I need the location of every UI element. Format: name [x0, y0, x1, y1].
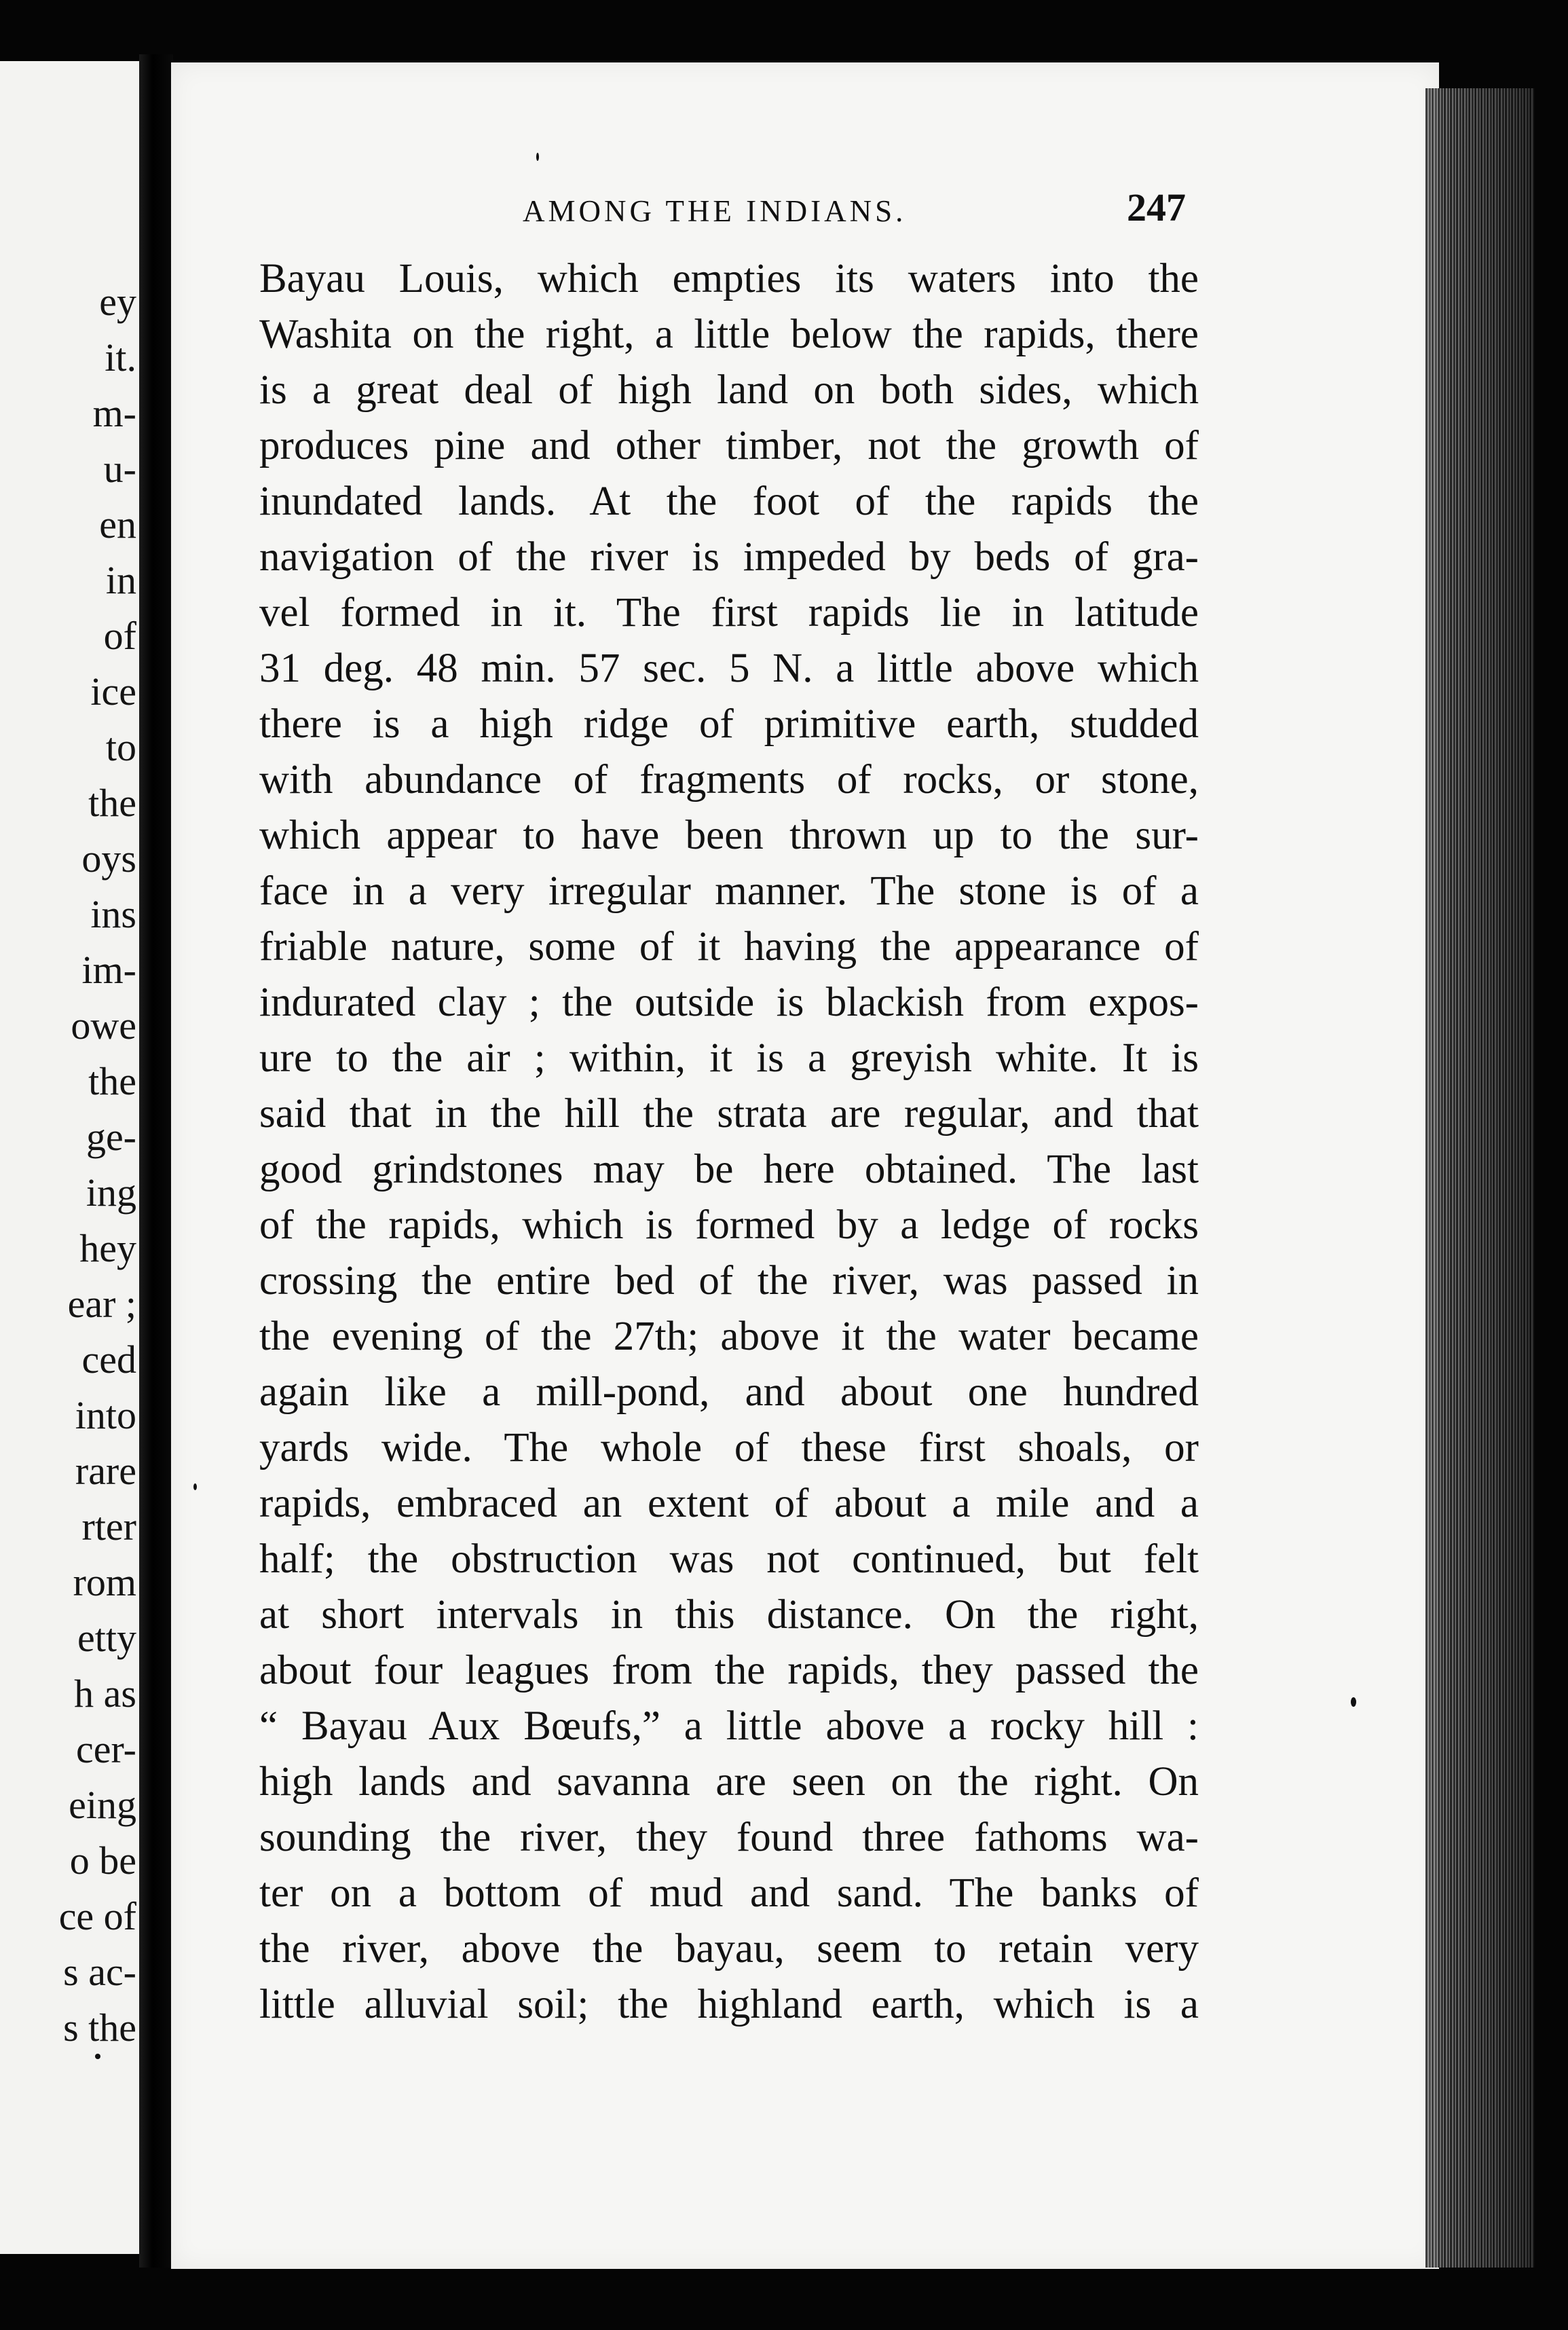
- left-line: owe: [71, 1003, 136, 1048]
- running-head: AMONG THE INDIANS.: [523, 194, 907, 228]
- left-line: of: [103, 614, 136, 658]
- text-line: ure to the air ; within, it is a greyish white. It is: [259, 1035, 1199, 1081]
- body-text: [259, 251, 1199, 2033]
- left-line: cer-: [76, 1727, 136, 1771]
- text-line: half; the obstruction was not continued, but felt: [259, 1536, 1199, 1582]
- scan-speck: [1351, 1697, 1356, 1707]
- text-line: Washita on the right, a little below the rapids, there: [259, 312, 1199, 357]
- left-line: ing: [86, 1170, 136, 1215]
- left-line: ins: [90, 892, 136, 936]
- text-line: rapids, embraced an extent of about a mile and a: [259, 1481, 1199, 1526]
- text-line: said that in the hill the strata are regular, and that: [259, 1091, 1199, 1136]
- left-line: o be: [69, 1838, 136, 1883]
- left-line: into: [75, 1393, 136, 1437]
- text-line: crossing the entire bed of the river, was passed in: [259, 1258, 1199, 1303]
- left-line: etty: [77, 1616, 136, 1660]
- left-line: eing: [69, 1783, 136, 1827]
- text-line: high lands and savanna are seen on the right. On: [259, 1759, 1199, 1805]
- page-number: 247: [1127, 185, 1186, 229]
- text-line: of the rapids, which is formed by a ledge of rocks: [259, 1202, 1199, 1248]
- left-line: ced: [81, 1337, 136, 1382]
- left-line: m-: [92, 391, 136, 435]
- text-line: inundated lands. At the foot of the rapids the: [259, 479, 1199, 524]
- scan-speck: [536, 153, 539, 161]
- left-line: h as: [74, 1671, 136, 1716]
- left-line: u-: [103, 447, 136, 491]
- text-line: with abundance of fragments of rocks, or stone,: [259, 757, 1199, 802]
- text-line: which appear to have been thrown up to the sur-: [259, 813, 1199, 858]
- text-line: at short intervals in this distance. On the right,: [259, 1592, 1199, 1638]
- text-line: the river, above the bayau, seem to retain very: [259, 1926, 1199, 1972]
- left-line: ey: [99, 280, 136, 324]
- text-line: good grindstones may be here obtained. The last: [259, 1147, 1199, 1192]
- text-line: Bayau Louis, which empties its waters into the: [259, 256, 1199, 301]
- text-line: ter on a bottom of mud and sand. The banks of: [259, 1870, 1199, 1916]
- scan-speck: [95, 2054, 100, 2059]
- text-line: vel formed in it. The first rapids lie in latitude: [259, 590, 1199, 635]
- left-line: im-: [81, 948, 136, 992]
- text-line: friable nature, some of it having the appearance of: [259, 924, 1199, 969]
- text-line: there is a high ridge of primitive earth, studded: [259, 701, 1199, 747]
- text-line: 31 deg. 48 min. 57 sec. 5 N. a little above which: [259, 646, 1199, 691]
- text-line: face in a very irregular manner. The stone is of a: [259, 868, 1199, 914]
- left-line: ice: [90, 669, 136, 714]
- left-line: it.: [105, 335, 136, 380]
- left-line: rare: [75, 1449, 136, 1493]
- scan-speck: [193, 1483, 197, 1490]
- book-gutter: [139, 54, 173, 2268]
- text-line: sounding the river, they found three fathoms wa-: [259, 1815, 1199, 1860]
- left-line: the: [88, 781, 136, 825]
- left-line: oys: [81, 836, 136, 881]
- left-page-fragment: [0, 61, 139, 2254]
- text-line: again like a mill-pond, and about one hundred: [259, 1369, 1199, 1415]
- left-line: en: [99, 502, 136, 547]
- text-line: about four leagues from the rapids, they passed the: [259, 1648, 1199, 1693]
- left-line: to: [105, 725, 136, 769]
- page-edges: [1425, 88, 1534, 2268]
- text-line: navigation of the river is impeded by beds of gra-: [259, 534, 1199, 580]
- left-line: s ac-: [63, 1950, 136, 1994]
- text-line: is a great deal of high land on both sides, which: [259, 367, 1199, 413]
- left-line: in: [105, 558, 136, 602]
- left-line: rom: [73, 1560, 136, 1604]
- left-line: s the: [63, 2005, 136, 2050]
- left-line: hey: [79, 1226, 136, 1270]
- left-line: ge-: [86, 1115, 136, 1159]
- left-line: the: [88, 1059, 136, 1103]
- text-line: “ Bayau Aux Bœufs,” a little above a rocky hill :: [259, 1703, 1199, 1749]
- text-line: little alluvial soil; the highland earth, which is a: [259, 1982, 1199, 2027]
- left-line: rter: [81, 1504, 136, 1549]
- text-line: indurated clay ; the outside is blackish from expos-: [259, 980, 1199, 1025]
- left-line: ear ;: [67, 1282, 136, 1326]
- text-line: yards wide. The whole of these first shoals, or: [259, 1425, 1199, 1471]
- text-line: produces pine and other timber, not the growth of: [259, 423, 1199, 468]
- text-line: the evening of the 27th; above it the water became: [259, 1314, 1199, 1359]
- left-line: ce of: [58, 1894, 136, 1938]
